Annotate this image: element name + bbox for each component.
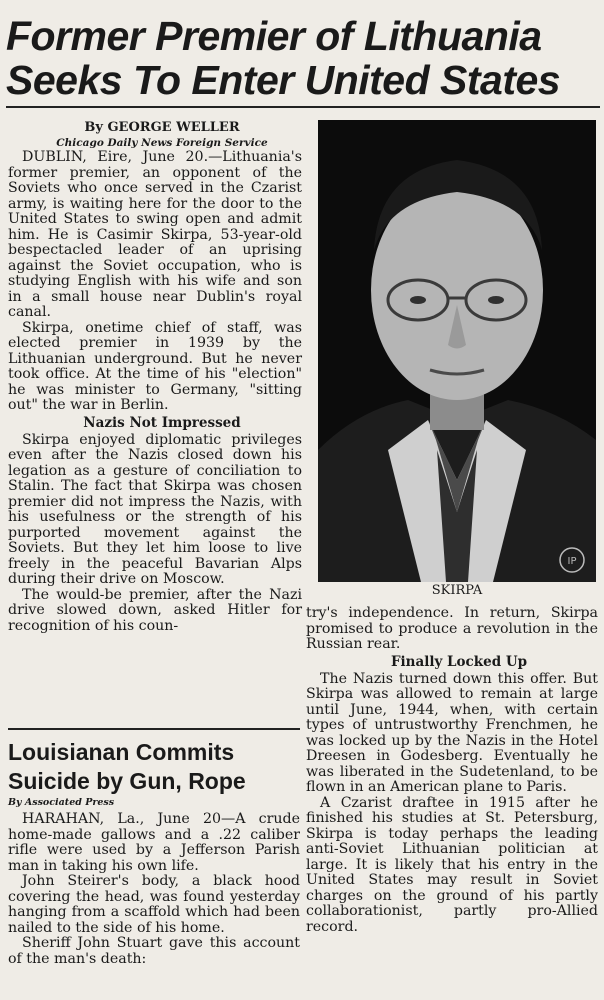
paragraph: Skirpa enjoyed diplomatic privileges even after the Nazis closed down his legation as a gesture of conciliation to Stalin. The fact that Skirpa was chosen premier did not impress the Nazis, with his usefulness or the strength of his purported movement against the Soviets. But they let him loose to live freely in the peaceful Bavarian Alps during their drive on Moscow. xyxy=(8,431,302,587)
story2-body xyxy=(8,812,300,1000)
headline-rule xyxy=(6,106,600,108)
story2-headline-line-2: Suicide by Gun, Rope xyxy=(8,768,246,794)
subhead-nazis-not-impressed: Nazis Not Impressed xyxy=(83,414,241,431)
paragraph: HARAHAN, La., June 20—A crude home-made gallows and a .22 caliber rifle were used by a Jefferson Parish man in taking his own life. xyxy=(8,812,300,874)
left-column xyxy=(8,120,302,634)
story2-headline xyxy=(8,738,298,796)
photo-credit: IP xyxy=(567,556,577,567)
paragraph: The would-be premier, after the Nazi drive slowed down, asked Hitler for recognition of his coun- xyxy=(8,586,302,634)
headline-line-1: Former Premier of Lithuania xyxy=(6,13,542,59)
paragraph: John Steirer's body, a black hood covering the head, was found yesterday hanging from a scaffold which had been nailed to the side of his home. xyxy=(8,873,300,936)
subhead-finally-locked-up: Finally Locked Up xyxy=(390,653,528,670)
headline-line-2: Seeks To Enter United States xyxy=(6,57,561,103)
photo-caption: SKIRPA xyxy=(431,583,483,598)
story-separator-rule xyxy=(8,728,300,730)
paragraph: A Czarist draftee in 1915 after he finished his studies at St. Petersburg, Skirpa is today perhaps the leading anti-Soviet Lithuanian politician at large. It is likely that his entry in the United States may result in Soviet charges on the ground of his partly collaborationist, partly pro-Allied record. xyxy=(306,794,598,935)
paragraph: try's independence. In return, Skirpa promised to produce a revolution in the Russian rear. xyxy=(306,605,598,652)
main-headline xyxy=(6,14,600,102)
story2-byline: By Associated Press xyxy=(8,797,115,808)
paragraph: Skirpa, onetime chief of staff, was elected premier in 1939 by the Lithuanian underground. But he never took office. At the time of his "election" he was minister to Germany, "sitting out" the war in Berlin. xyxy=(8,319,302,413)
skirpa-portrait-image xyxy=(318,120,596,582)
byline: By GEORGE WELLER xyxy=(84,120,240,135)
paragraph: Sheriff John Stuart gave this account of the man's death: xyxy=(8,935,300,967)
story2-headline-line-1: Louisianan Commits xyxy=(8,739,235,765)
portrait-photo xyxy=(318,120,596,582)
service-line: Chicago Daily News Foreign Service xyxy=(56,137,268,149)
paragraph: DUBLIN, Eire, June 20.—Lithuania's former premier, an opponent of the Soviets who once served in the Czarist army, is waiting here for the door to the United States to swing open and admit him. He is Casimir Skirpa, 53-year-old bespectacled leader of an uprising against the Soviet occupation, who is studying English with his wife and son in a small house near Dublin's royal canal. xyxy=(8,149,302,320)
paragraph: The Nazis turned down this offer. But Skirpa was allowed to remain at large until June, 1944, when, with certain types of untrustworthy Frenchmen, he was locked up by the Nazis in the Hotel Dreesen in Godesberg. Eventually he was liberated in the Sudetenland, to be flown in an American plane to Paris. xyxy=(306,670,598,795)
right-column-continuation xyxy=(306,606,598,935)
